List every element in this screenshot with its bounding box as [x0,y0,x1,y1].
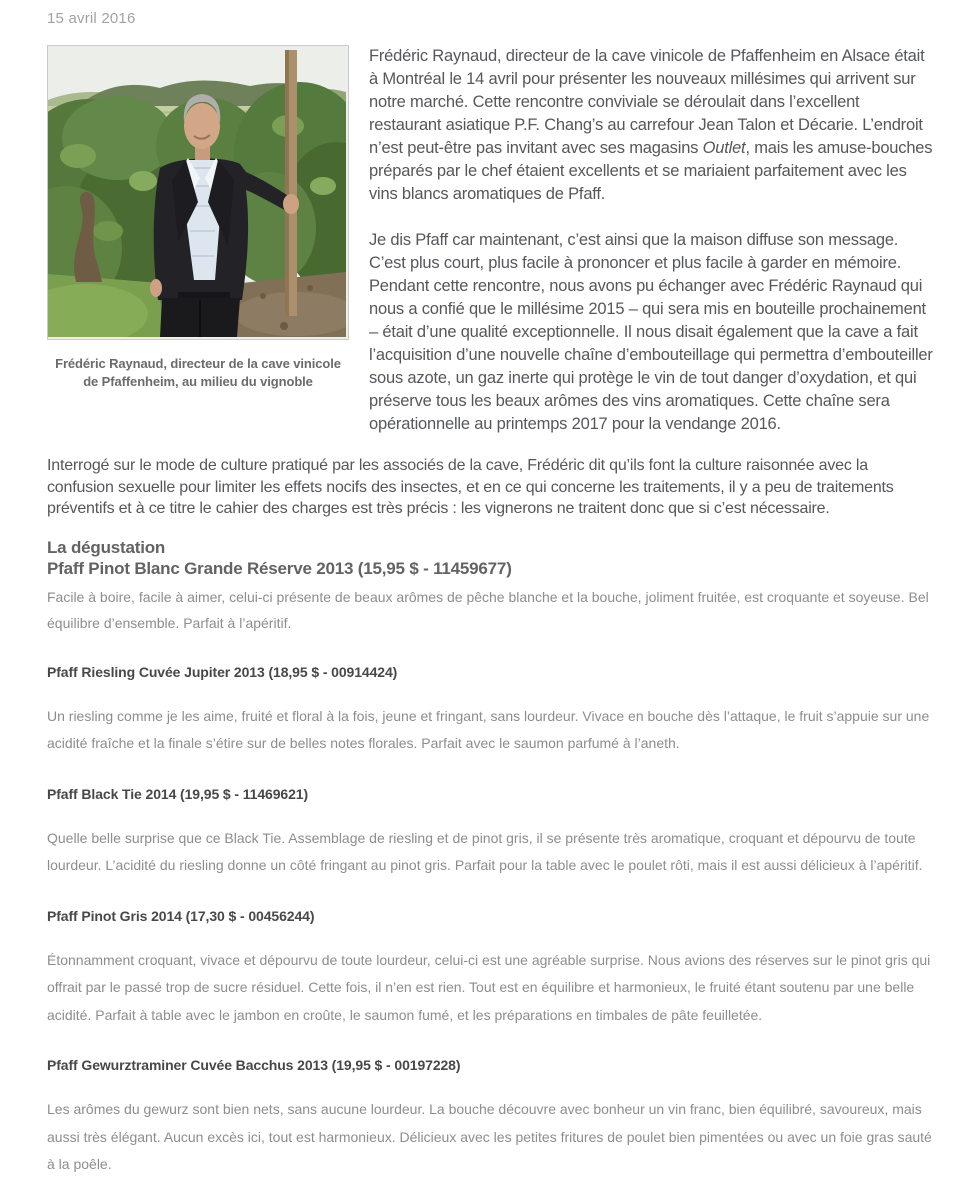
wine-description-gewurztraminer: Les arômes du gewurz sont bien nets, sans aucune lourdeur. La bouche découvre avec bonheur un vin franc, bien équilibré, savoureux, mais aussi très élégant. Aucun excès ici, tout est harmonieux. Délicieux avec les petites fritures de poulet bien pimentées ou avec un foie gras sauté à la poêle. [47,1101,932,1172]
wine-title-black-tie: Pfaff Black Tie 2014 (19,95 $ - 11469621) [47,785,309,802]
wine-entry-riesling [47,663,936,758]
vineyard-photo-illustration [48,46,346,337]
culture-paragraph: Interrogé sur le mode de culture pratiqué par les associés de la cave, Frédéric dit qu’ils font la culture raisonnée avec la confusion sexuelle pour limiter les effets nocifs des insectes, et en ce qui concerne les traitements, il y a peu de traitements préventifs et à ce titre le cahier des charges est très précis : les vignerons ne traitent donc que si c’est nécessaire. [47,457,894,517]
wine-entry-black-tie [47,785,936,880]
intro-text [369,45,936,436]
tasting-section [47,537,936,1179]
wine-entry-gewurztraminer [47,1056,936,1179]
wine-description-pinot-gris: Étonnamment croquant, vivace et dépourvu de toute lourdeur, celui-ci est une agréable surprise. Nous avions des réserves sur le pinot gris qui offrait par le passé trop de sucre résiduel. Cette fois, il n’en est rien. Tout est en équilibre et harmonieux, le fruité étant soutenu par une belle acidité. Parfait à table avec le jambon en croûte, le saumon fumé, et les préparations en timbales de pâte feuilletée. [47,951,931,1023]
wine-description-riesling: Un riesling comme je les aime, fruité et floral à la fois, jeune et fringant, sans lourdeur. Vivace en bouche dès l’attaque, le fruit s’appuie sur une acidité fraîche et la finale s’étire sur de belles notes florales. Parfait avec le saumon parfumé à l’aneth. [47,707,930,751]
photo-caption: Frédéric Raynaud, directeur de la cave vinicole de Pfaffenheim, au milieu du vignoble [55,356,341,389]
intro-section [47,45,936,436]
wine-entry-pinot-gris [47,907,936,1030]
wine-title-riesling: Pfaff Riesling Cuvée Jupiter 2013 (18,95 $ - 00914424) [47,663,398,680]
tasting-heading: La dégustation [47,537,166,557]
vineyard-photo [47,45,349,340]
photo-figure [47,45,349,390]
intro-paragraph-2: Je dis Pfaff car maintenant, c’est ainsi que la maison diffuse son message. C’est plus court, plus facile à prononcer et plus facile à garder en mémoire. Pendant cette rencontre, nous avons pu échanger avec Frédéric Raynaud qui nous a confié que le millésime 2015 – qui sera mis en bouteille prochainement – était d’une qualité exceptionnelle. Il nous disait également que la cave a fait l’acquisition d’une nouvelle chaîne d’embouteillage qui permettra d’embouteiller sous azote, un gaz inerte qui protège le vin de tout danger d’oxydation, et qui préserve tous les beaux arômes des vins aromatiques. Cette chaîne sera opérationnelle au printemps 2017 pour la vendange 2016. [369,231,933,433]
wine-title-pinot-gris: Pfaff Pinot Gris 2014 (17,30 $ - 00456244) [47,907,315,924]
wine-title-gewurztraminer: Pfaff Gewurztraminer Cuvée Bacchus 2013 (19,95 $ - 00197228) [47,1057,461,1073]
intro-paragraph-1: Frédéric Raynaud, directeur de la cave vinicole de Pfaffenheim en Alsace était à Montréal le 14 avril pour présenter les nouveaux millésimes qui arrivent sur notre marché. Cette rencontre conviviale se déroulait dans l’excellent restaurant asiatique P.F. Chang’s au carrefour Jean Talon et Décarie. L’endroit n’est peut-être pas invitant avec ses magasins Outlet, mais les amuse-bouches préparés par le chef étaient excellents et se mariaient parfaitement avec les vins blancs aromatiques de Pfaff. [369,47,933,203]
wine-description-black-tie: Quelle belle surprise que ce Black Tie. Assemblage de riesling et de pinot gris, il se présente très aromatique, croquant et dépourvu de toute lourdeur. L’acidité du riesling donne un côté fringant au pinot gris. Parfait pour la table avec le poulet rôti, mais il est aussi délicieux à l’apéritif. [47,829,923,873]
wine-description-pinot-blanc: Facile à boire, facile à aimer, celui-ci présente de beaux arômes de pêche blanche et la bouche, joliment fruitée, est croquante et soyeuse. Bel équilibre d’ensemble. Parfait à l’apéritif. [47,588,929,631]
post-date: 15 avril 2016 [47,10,136,27]
wine-title-pinot-blanc: Pfaff Pinot Blanc Grande Réserve 2013 (15,95 $ - 11459677) [47,558,512,578]
